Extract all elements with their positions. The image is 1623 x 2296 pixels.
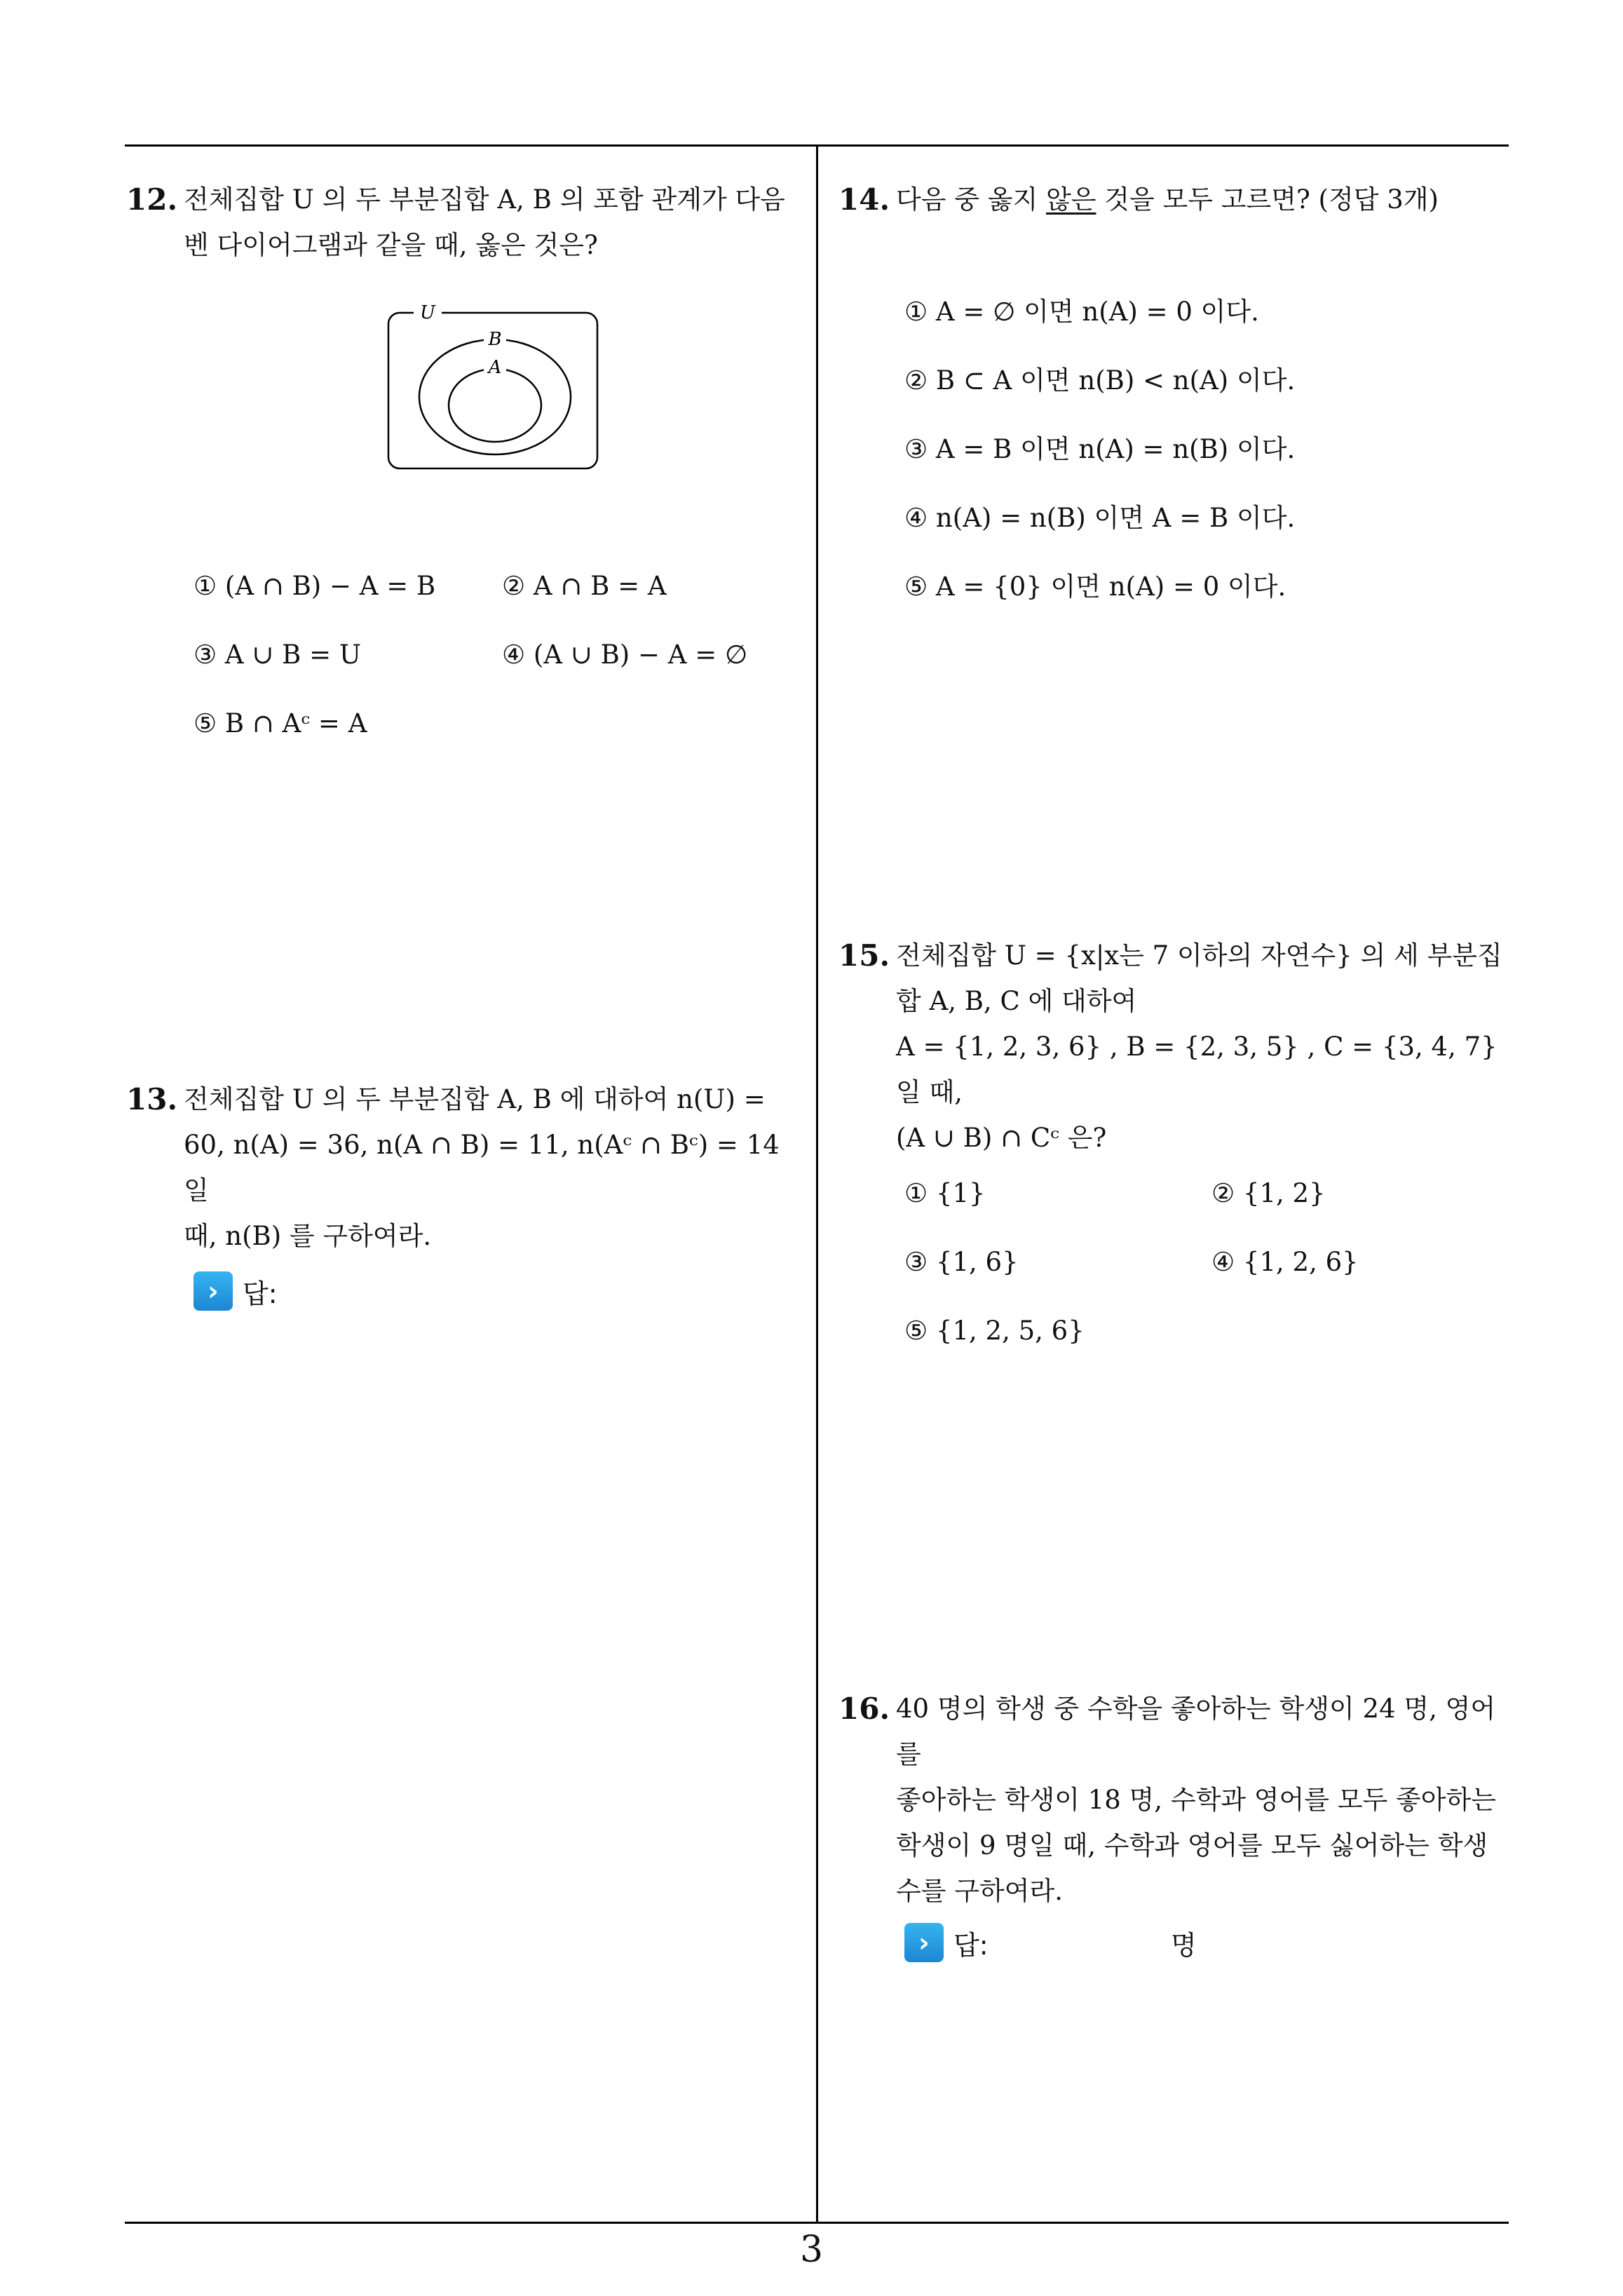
text-part: 다음 중 옳지: [896, 184, 1046, 215]
question-text-line: 학생이 9 명일 때, 수학과 영어를 모두 싫어하는 학생: [896, 1830, 1488, 1861]
venn-label-b: B: [488, 329, 502, 350]
option-1[interactable]: ① A = ∅ 이면 n(A) = 0 이다.: [904, 297, 1259, 327]
answer-label: 답:: [953, 1929, 989, 1961]
answer-row: [904, 1923, 1269, 1962]
option-2[interactable]: ② {1, 2}: [1211, 1178, 1326, 1208]
question-text-line: 전체집합 U 의 두 부분집합 A, B 에 대하여 n(U) =: [184, 1084, 766, 1114]
option-3[interactable]: ③ A = B 이면 n(A) = n(B) 이다.: [904, 434, 1296, 464]
question-text-line: 전체집합 U = {x|x는 7 이하의 자연수} 의 세 부분집: [896, 940, 1502, 971]
question-text-line: 전체집합 U 의 두 부분집합 A, B 의 포함 관계가 다음: [184, 184, 785, 215]
venn-label-u: U: [420, 303, 435, 323]
answer-label: 답:: [243, 1278, 278, 1309]
column-divider: [816, 144, 818, 2224]
question-text-line: 좋아하는 학생이 18 명, 수학과 영어를 모두 좋아하는: [896, 1785, 1497, 1815]
venn-label-a: A: [488, 357, 502, 378]
chevron-right-icon: ›: [193, 1271, 233, 1311]
question-text-line: [896, 177, 1512, 222]
question-number: 15.: [838, 938, 890, 973]
question-number: 13.: [126, 1082, 178, 1116]
option-1[interactable]: ① {1}: [904, 1178, 986, 1208]
question-14: [838, 177, 1512, 222]
question-number: 12.: [126, 182, 178, 217]
option-5[interactable]: ⑤ {1, 2, 5, 6}: [904, 1316, 1085, 1346]
question-text-line: 때, n(B) 를 구하여라.: [184, 1221, 432, 1251]
page-number: 3: [799, 2229, 824, 2271]
option-4[interactable]: ④ n(A) = n(B) 이면 A = B 이다.: [904, 503, 1296, 533]
question-text-line: 수를 구하여라.: [896, 1876, 1063, 1906]
question-number: 14.: [838, 182, 890, 217]
question-text-line: 합 A, B, C 에 대하여: [896, 986, 1137, 1016]
option-3[interactable]: ③ A ∪ B = U: [193, 640, 362, 670]
option-5[interactable]: ⑤ B ∩ Aᶜ = A: [193, 708, 367, 738]
option-1[interactable]: ① (A ∩ B) − A = B: [193, 571, 436, 601]
question-text-line: A = {1, 2, 3, 6} , B = {2, 3, 5} , C = {3, 4, 7} 일 때,: [896, 1032, 1498, 1107]
venn-diagram: [386, 303, 603, 474]
option-5[interactable]: ⑤ A = {0} 이면 n(A) = 0 이다.: [904, 572, 1286, 602]
underlined-text: 않은: [1046, 184, 1096, 215]
question-text-line: 벤 다이어그램과 같을 때, 옳은 것은?: [184, 230, 598, 260]
answer-unit: 명: [1171, 1929, 1197, 1961]
answer-row: [193, 1271, 278, 1311]
question-15: [838, 933, 1512, 1161]
option-4[interactable]: ④ {1, 2, 6}: [1211, 1247, 1359, 1277]
question-text-line: 40 명의 학생 중 수학을 좋아하는 학생이 24 명, 영어를: [896, 1694, 1496, 1769]
question-number: 16.: [838, 1691, 890, 1726]
question-text-line: 60, n(A) = 36, n(A ∩ B) = 11, n(Aᶜ ∩ Bᶜ) = 14 일: [184, 1130, 780, 1206]
option-4[interactable]: ④ (A ∪ B) − A = ∅: [502, 640, 748, 670]
option-3[interactable]: ③ {1, 6}: [904, 1247, 1019, 1277]
question-text-line: (A ∪ B) ∩ Cᶜ 은?: [896, 1123, 1107, 1153]
option-2[interactable]: ② B ⊂ A 이면 n(B) < n(A) 이다.: [904, 365, 1296, 396]
chevron-right-icon: ›: [904, 1923, 944, 1962]
question-13: [126, 1076, 806, 1259]
text-part: 것을 모두 고르면? (정답 3개): [1096, 184, 1439, 215]
question-12: [126, 177, 806, 268]
option-2[interactable]: ② A ∩ B = A: [502, 571, 667, 601]
question-16: [838, 1686, 1512, 1914]
